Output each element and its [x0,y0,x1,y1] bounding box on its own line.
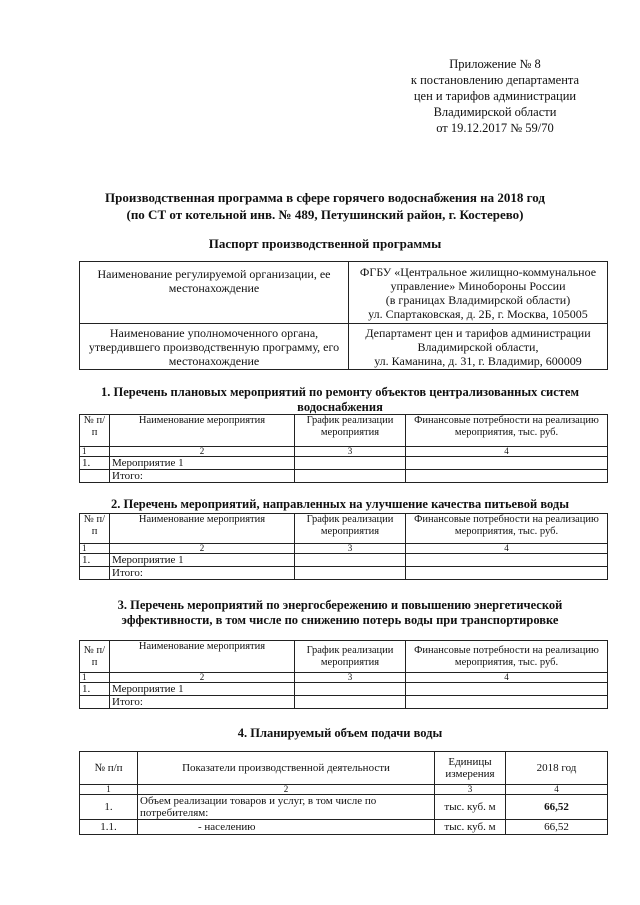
table-header-row [80,641,608,673]
row-unit: тыс. куб. м [435,795,506,820]
table-header-row [80,514,608,544]
appendix-line: Владимирской области [433,105,557,119]
passport-row [80,324,608,370]
passport-label: Наименование регулируемой организации, ее местонахождение [80,262,349,324]
section-title: 1. Перечень плановых мероприятий по ремонту объектов централизованных систем водоснабжения [101,385,579,414]
section-title: 2. Перечень мероприятий, направленных на улучшение качества питьевой воды [111,497,569,511]
row-name: Мероприятие 1 [110,554,295,567]
col-number: 3 [295,447,406,457]
col-number: 1 [80,673,110,683]
table-numbering-row [80,785,608,795]
passport-value-line: ул. Каманина, д. 31, г. Владимир, 600009 [374,354,582,368]
col-header-year: 2018 год [506,752,608,785]
table-total-row [80,696,608,709]
table-total-row [80,567,608,580]
passport-heading: Паспорт производственной программы [208,236,442,251]
table-numbering-row [80,447,608,457]
table-total-row [80,470,608,483]
col-header-schedule: График реализации мероприятия [295,641,406,673]
total-empty-cell [406,470,608,483]
row-name: Мероприятие 1 [110,683,295,696]
col-header-name: Наименование мероприятия [110,641,295,673]
passport-value-line: Владимирской области, [417,340,539,354]
col-number: 2 [138,785,435,795]
col-header-num: № п/п [80,641,110,673]
row-finance [406,457,608,470]
col-header-finance: Финансовые потребности на реализацию мероприятия, тыс. руб. [406,415,608,447]
col-header-num: № п/п [80,514,110,544]
row-indicator: - населению [138,820,435,835]
section-title-line: эффективности, в том числе по снижению потерь воды при транспортировке [121,613,559,627]
total-label: Итого: [110,696,295,709]
col-number: 2 [110,673,295,683]
total-empty-cell [406,567,608,580]
col-header-indicator: Показатели производственной деятельности [138,752,435,785]
col-number: 4 [406,447,608,457]
row-number: 1. [80,683,110,696]
passport-value-line: (в границах Владимирской области) [385,293,571,307]
table-row [80,554,608,567]
row-number: 1. [80,457,110,470]
col-header-schedule: График реализации мероприятия [295,514,406,544]
passport-row [80,262,608,324]
col-number: 3 [295,673,406,683]
total-empty-cell [406,696,608,709]
col-number: 4 [406,673,608,683]
measures-table-2 [79,513,608,580]
total-empty-cell [295,567,406,580]
appendix-line: Приложение № 8 [449,57,541,71]
col-number: 2 [110,447,295,457]
volume-table [79,751,608,835]
table-row [80,683,608,696]
passport-value [349,262,608,324]
passport-value-line: ФГБУ «Центральное жилищно-коммунальное [359,265,597,279]
table-header-row [80,415,608,447]
total-empty-cell [295,470,406,483]
row-name: Мероприятие 1 [110,457,295,470]
total-empty-cell [80,696,110,709]
measures-table-1 [79,414,608,483]
row-number: 1. [80,554,110,567]
total-empty-cell [295,696,406,709]
row-number: 1. [80,795,138,820]
col-number: 1 [80,785,138,795]
col-number: 4 [506,785,608,795]
col-header-unit: Единицы измерения [435,752,506,785]
col-header-num: № п/п [80,415,110,447]
measures-table-3 [79,640,608,709]
row-schedule [295,457,406,470]
row-finance [406,554,608,567]
row-finance [406,683,608,696]
appendix-line: цен и тарифов администрации [413,89,577,103]
col-header-finance: Финансовые потребности на реализацию мероприятия, тыс. руб. [406,514,608,544]
table-row [80,795,608,820]
appendix-block [380,56,610,136]
col-number: 1 [80,447,110,457]
passport-value-line: управление» Минобороны России [390,279,566,293]
col-header-name: Наименование мероприятия [110,514,295,544]
table-header-row [80,752,608,785]
col-header-name: Наименование мероприятия [110,415,295,447]
passport-table [79,261,608,370]
col-number: 4 [406,544,608,554]
row-schedule [295,683,406,696]
total-label: Итого: [110,470,295,483]
appendix-line: от 19.12.2017 № 59/70 [436,121,554,135]
row-value: 66,52 [506,795,608,820]
appendix-line: к постановлению департамента [410,73,580,87]
section-title: 4. Планируемый объем подачи воды [237,726,443,740]
row-value: 66,52 [506,820,608,835]
col-header-finance: Финансовые потребности на реализацию мероприятия, тыс. руб. [406,641,608,673]
col-number: 3 [295,544,406,554]
passport-value-line: Департамент цен и тарифов администрации [365,326,591,340]
row-schedule [295,554,406,567]
col-number: 3 [435,785,506,795]
passport-value-line: ул. Спартаковская, д. 2Б, г. Москва, 105005 [368,307,588,321]
title-line: Производственная программа в сфере горячего водоснабжения на 2018 год [105,190,545,205]
table-numbering-row [80,544,608,554]
col-header-schedule: График реализации мероприятия [295,415,406,447]
section-title-line: 3. Перечень мероприятий по энергосбережению и повышению энергетической [117,598,563,612]
passport-value [349,324,608,370]
row-number: 1.1. [80,820,138,835]
total-label: Итого: [110,567,295,580]
col-number: 1 [80,544,110,554]
col-header-num: № п/п [80,752,138,785]
table-numbering-row [80,673,608,683]
row-unit: тыс. куб. м [435,820,506,835]
title-line: (по СТ от котельной инв. № 489, Петушинский район, г. Костерево) [126,207,524,222]
table-row [80,820,608,835]
section-title [72,598,608,628]
total-empty-cell [80,470,110,483]
row-indicator: Объем реализации товаров и услуг, в том числе по потребителям: [138,795,435,820]
table-row [80,457,608,470]
document-title [40,189,610,223]
passport-label: Наименование уполномоченного органа, утвердившего производственную программу, его местонахождение [80,324,349,370]
col-number: 2 [110,544,295,554]
total-empty-cell [80,567,110,580]
